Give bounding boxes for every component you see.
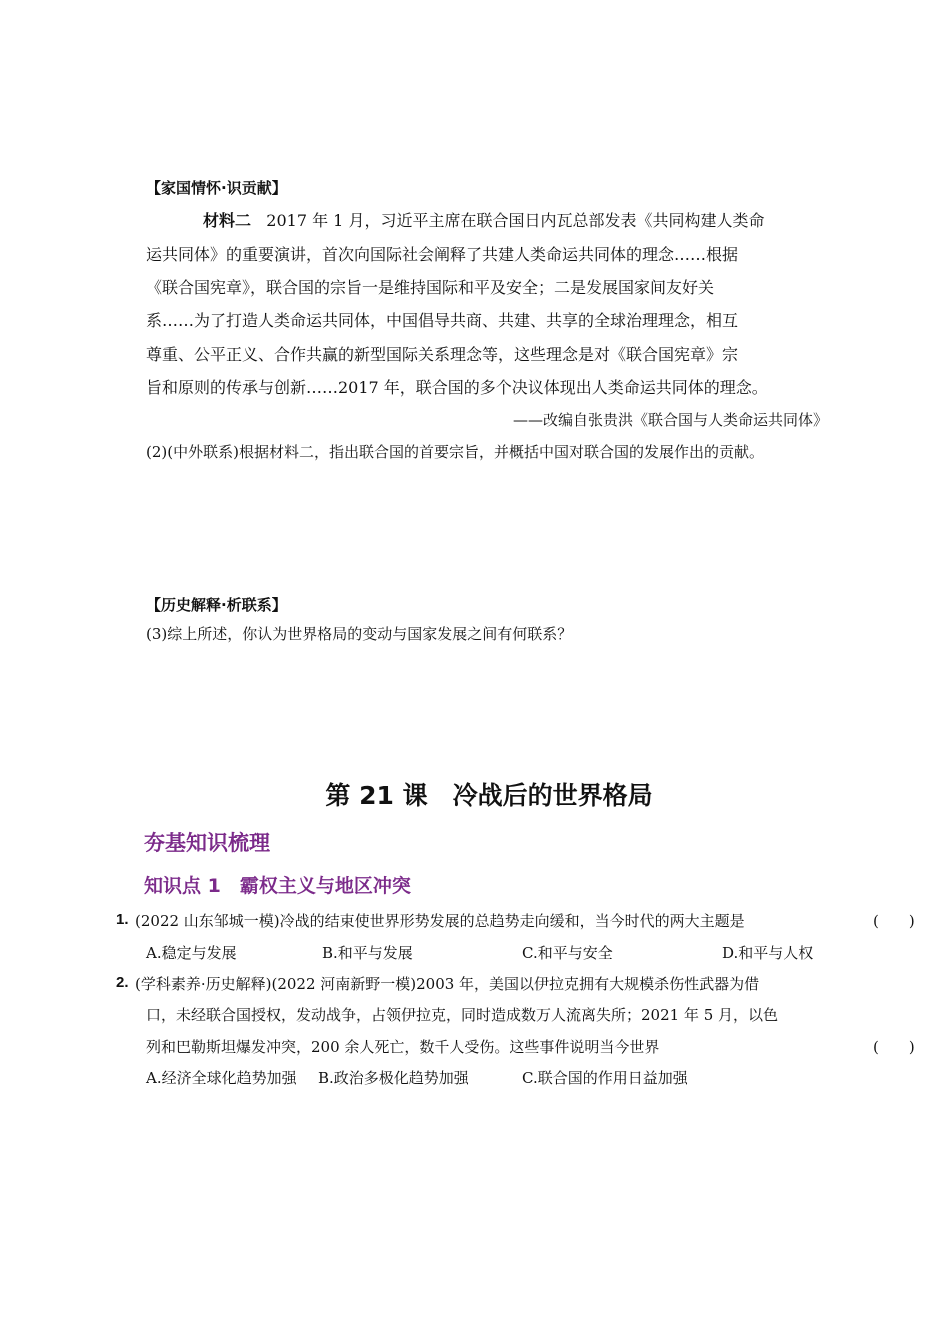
material-line-6: 旨和原则的传承与创新……2017 年，联合国的多个决议体现出人类命运共同体的理念。	[146, 378, 768, 397]
part-title: 夯基知识梳理	[144, 831, 270, 855]
question-2-stem-line-2: 口，未经联合国授权，发动战争，占领伊拉克，同时造成数万人流离失所；2021 年 5 月，以色	[146, 1006, 779, 1024]
option-a: A.稳定与发展	[146, 944, 237, 962]
section-heading-patriotism: 【家国情怀·识贡献】	[146, 179, 287, 197]
material-line-3: 《联合国宪章》，联合国的宗旨一是维持国际和平及安全；二是发展国家间友好关	[146, 278, 715, 297]
material-label: 材料二	[203, 211, 252, 230]
answer-bracket: ( )	[873, 1038, 915, 1056]
material-line-4: 系……为了打造人类命运共同体，中国倡导共商、共建、共享的全球治理理念，相互	[146, 311, 739, 330]
material-text-1: 2017 年 1 月，习近平主席在联合国日内瓦总部发表《共同构建人类命	[266, 211, 765, 230]
question-2-prompt: (2)(中外联系)根据材料二，指出联合国的首要宗旨，并概括中国对联合国的发展作出的贡献。	[146, 443, 764, 461]
option-b: B.政治多极化趋势加强	[318, 1069, 469, 1087]
material-line-2: 运共同体》的重要演讲，首次向国际社会阐释了共建人类命运共同体的理念……根据	[146, 245, 739, 264]
knowledge-point-title: 知识点 1 霸权主义与地区冲突	[144, 875, 411, 897]
option-c: C.联合国的作用日益加强	[522, 1069, 688, 1087]
question-3-prompt: (3)综上所述，你认为世界格局的变动与国家发展之间有何联系？	[146, 625, 573, 643]
section-heading-explanation: 【历史解释·析联系】	[146, 596, 287, 614]
material-line-1	[203, 208, 764, 231]
option-c: C.和平与安全	[522, 944, 613, 962]
option-b: B.和平与发展	[322, 944, 413, 962]
question-1-stem: (2022 山东邹城一模)冷战的结束使世界形势发展的总趋势走向缓和，当今时代的两大主题是	[135, 912, 745, 930]
option-d: D.和平与人权	[722, 944, 814, 962]
question-number: 1.	[116, 911, 129, 928]
question-2-stem-line-1: (学科素养·历史解释)(2022 河南新野一模)2003 年，美国以伊拉克拥有大规模杀伤性武器为借	[135, 975, 760, 993]
lesson-title: 第 21 课 冷战后的世界格局	[325, 781, 653, 810]
answer-bracket: ( )	[873, 912, 915, 930]
question-number: 2.	[116, 974, 129, 991]
question-2-stem-line-3: 列和巴勒斯坦爆发冲突，200 余人死亡，数千人受伤。这些事件说明当今世界	[146, 1038, 660, 1056]
material-line-5: 尊重、公平正义、合作共赢的新型国际关系理念等，这些理念是对《联合国宪章》宗	[146, 345, 739, 364]
material-source: ——改编自张贵洪《联合国与人类命运共同体》	[512, 411, 828, 429]
option-a: A.经济全球化趋势加强	[146, 1069, 297, 1087]
